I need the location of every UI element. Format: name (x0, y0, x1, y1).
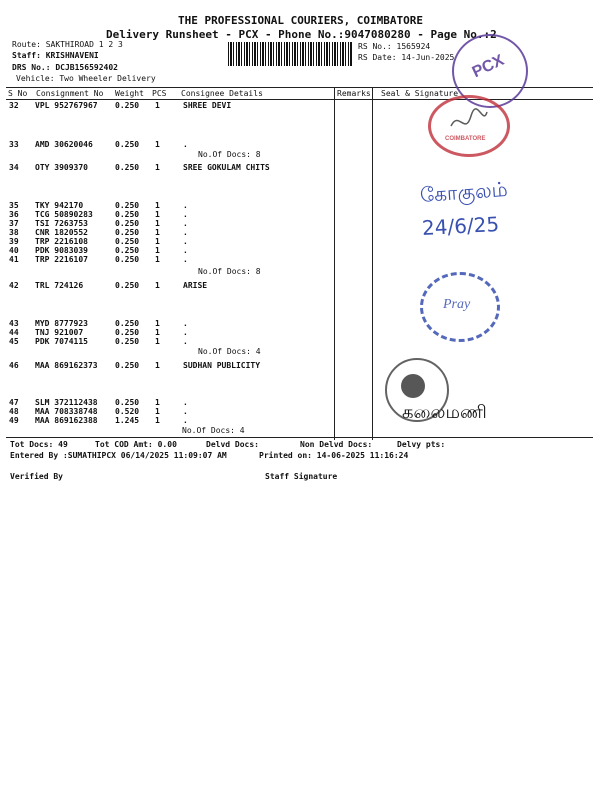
row-pcs: 1 (155, 219, 160, 228)
total-docs: Tot Docs: 49 (10, 440, 68, 449)
seal-ink-blot (401, 374, 425, 398)
row-sno: 40 (9, 246, 19, 255)
verified-by: Verified By (10, 472, 63, 481)
row-consignment: PDK 9083039 (35, 246, 88, 255)
row-sno: 47 (9, 398, 19, 407)
row-consignee: SUDHAN PUBLICITY (183, 361, 261, 370)
row-consignment: PDK 7074115 (35, 337, 88, 346)
delivery-points: Delvy pts: (397, 440, 446, 449)
row-sno: 43 (9, 319, 19, 328)
row-consignee: . (183, 228, 188, 237)
row-consignment: AMD 30620046 (35, 140, 93, 149)
signature-scribble-icon (449, 106, 489, 134)
row-weight: 0.250 (115, 281, 140, 290)
row-consignee: . (183, 407, 188, 416)
row-weight: 0.250 (115, 228, 140, 237)
row-consignment: TNJ 921007 (35, 328, 84, 337)
col-seal: Seal & Signature (381, 89, 459, 98)
row-weight: 0.250 (115, 140, 140, 149)
rs-no: RS No.: 1565924 (358, 42, 431, 51)
row-weight: 0.250 (115, 398, 140, 407)
row-consignment: MAA 869162388 (35, 416, 98, 425)
blue-seal-text: Pray (443, 297, 471, 312)
row-sno: 39 (9, 237, 19, 246)
row-consignee: . (183, 140, 188, 149)
row-pcs: 1 (155, 281, 160, 290)
row-consignment: VPL 952767967 (35, 101, 98, 110)
row-weight: 0.250 (115, 319, 140, 328)
row-weight: 0.250 (115, 328, 140, 337)
row-consignment: MYD 8777923 (35, 319, 88, 328)
row-sno: 32 (9, 101, 19, 110)
row-consignee: . (183, 219, 188, 228)
row-consignment: SLM 372112438 (35, 398, 98, 407)
row-pcs: 1 (155, 140, 160, 149)
row-sno: 42 (9, 281, 19, 290)
row-sno: 34 (9, 163, 19, 172)
row-consignee: . (183, 416, 188, 425)
row-weight: 0.250 (115, 361, 140, 370)
non-delivered-docs: Non Delvd Docs: (300, 440, 373, 449)
row-consignee: . (183, 246, 188, 255)
blue-seal-stamp (420, 272, 500, 342)
row-pcs: 1 (155, 163, 160, 172)
col-weight: Weight (115, 89, 144, 98)
row-consignee: . (183, 319, 188, 328)
docs-note: No.Of Docs: 8 (198, 150, 261, 159)
row-sno: 37 (9, 219, 19, 228)
handwriting-date: 24/6/25 (421, 211, 500, 241)
row-consignment: MAA 869162373 (35, 361, 98, 370)
row-consignment: TRL 724126 (35, 281, 84, 290)
row-pcs: 1 (155, 328, 160, 337)
barcode (228, 42, 352, 66)
row-pcs: 1 (155, 337, 160, 346)
row-consignment: TRP 2216107 (35, 255, 88, 264)
row-consignment: TSI 7263753 (35, 219, 88, 228)
row-consignee: . (183, 337, 188, 346)
runsheet-title: Delivery Runsheet - PCX - Phone No.:9047080280 - Page No.:2 (106, 28, 497, 41)
tamil-signature: கலைமணி (402, 402, 487, 423)
seal-divider (372, 88, 373, 440)
row-pcs: 1 (155, 361, 160, 370)
docs-note: No.Of Docs: 4 (198, 347, 261, 356)
row-consignee: ARISE (183, 281, 208, 290)
row-weight: 0.520 (115, 407, 140, 416)
col-pcs: PCS (152, 89, 167, 98)
row-weight: 0.250 (115, 337, 140, 346)
row-weight: 0.250 (115, 219, 140, 228)
row-weight: 0.250 (115, 101, 140, 110)
row-pcs: 1 (155, 246, 160, 255)
docs-note: No.Of Docs: 8 (198, 267, 261, 276)
staff-label: Staff: KRISHNAVENI (12, 51, 99, 60)
vehicle-label: Vehicle: Two Wheeler Delivery (16, 74, 156, 83)
row-pcs: 1 (155, 237, 160, 246)
row-pcs: 1 (155, 398, 160, 407)
col-consignment: Consignment No (36, 89, 104, 98)
row-consignee: . (183, 255, 188, 264)
row-weight: 0.250 (115, 255, 140, 264)
delivered-docs: Delvd Docs: (206, 440, 259, 449)
row-pcs: 1 (155, 319, 160, 328)
entered-by: Entered By :SUMATHIPCX 06/14/2025 11:09:07 AM (10, 451, 227, 460)
col-consignee: Consignee Details (181, 89, 263, 98)
route-label: Route: SAKTHIROAD 1 2 3 (12, 40, 123, 49)
row-consignee: SHREE DEVI (183, 101, 232, 110)
row-sno: 41 (9, 255, 19, 264)
rs-date: RS Date: 14-Jun-2025 (358, 53, 455, 62)
col-remarks: Remarks (337, 89, 371, 98)
row-consignment: TRP 2216108 (35, 237, 88, 246)
row-consignee: . (183, 398, 188, 407)
row-sno: 38 (9, 228, 19, 237)
row-consignment: MAA 708338748 (35, 407, 98, 416)
remarks-divider (334, 88, 335, 440)
row-pcs: 1 (155, 201, 160, 210)
row-consignee: SREE GOKULAM CHITS (183, 163, 270, 172)
row-pcs: 1 (155, 255, 160, 264)
total-cod: Tot COD Amt: 0.00 (95, 440, 177, 449)
col-sno: S No (8, 89, 28, 98)
row-weight: 0.250 (115, 201, 140, 210)
row-pcs: 1 (155, 210, 160, 219)
company-title: THE PROFESSIONAL COURIERS, COIMBATORE (178, 14, 424, 27)
row-weight: 0.250 (115, 210, 140, 219)
row-sno: 45 (9, 337, 19, 346)
staff-signature-label: Staff Signature (265, 472, 338, 481)
row-consignee: . (183, 210, 188, 219)
row-pcs: 1 (155, 407, 160, 416)
row-weight: 0.250 (115, 237, 140, 246)
row-pcs: 1 (155, 228, 160, 237)
row-consignee: . (183, 201, 188, 210)
coimbatore-stamp (428, 95, 510, 157)
handwriting-name: கோகுலம் (419, 176, 509, 208)
row-consignment: TCG 50890283 (35, 210, 93, 219)
row-weight: 0.250 (115, 163, 140, 172)
docs-note: No.Of Docs: 4 (182, 426, 245, 435)
row-sno: 36 (9, 210, 19, 219)
row-consignment: TKY 942170 (35, 201, 84, 210)
coimbatore-stamp-text: COIMBATORE (445, 136, 486, 142)
row-sno: 33 (9, 140, 19, 149)
row-weight: 0.250 (115, 246, 140, 255)
row-consignment: OTY 3909370 (35, 163, 88, 172)
row-sno: 35 (9, 201, 19, 210)
row-pcs: 1 (155, 101, 160, 110)
pcx-stamp-text: PCX (469, 51, 507, 82)
row-consignee: . (183, 328, 188, 337)
row-sno: 46 (9, 361, 19, 370)
printed-on: Printed on: 14-06-2025 11:16:24 (259, 451, 409, 460)
row-sno: 48 (9, 407, 19, 416)
row-consignment: CNR 1820552 (35, 228, 88, 237)
drs-label: DRS No.: DCJB156592402 (12, 63, 118, 72)
row-weight: 1.245 (115, 416, 140, 425)
row-sno: 44 (9, 328, 19, 337)
table-bottom-rule (6, 437, 593, 438)
row-consignee: . (183, 237, 188, 246)
row-pcs: 1 (155, 416, 160, 425)
row-sno: 49 (9, 416, 19, 425)
